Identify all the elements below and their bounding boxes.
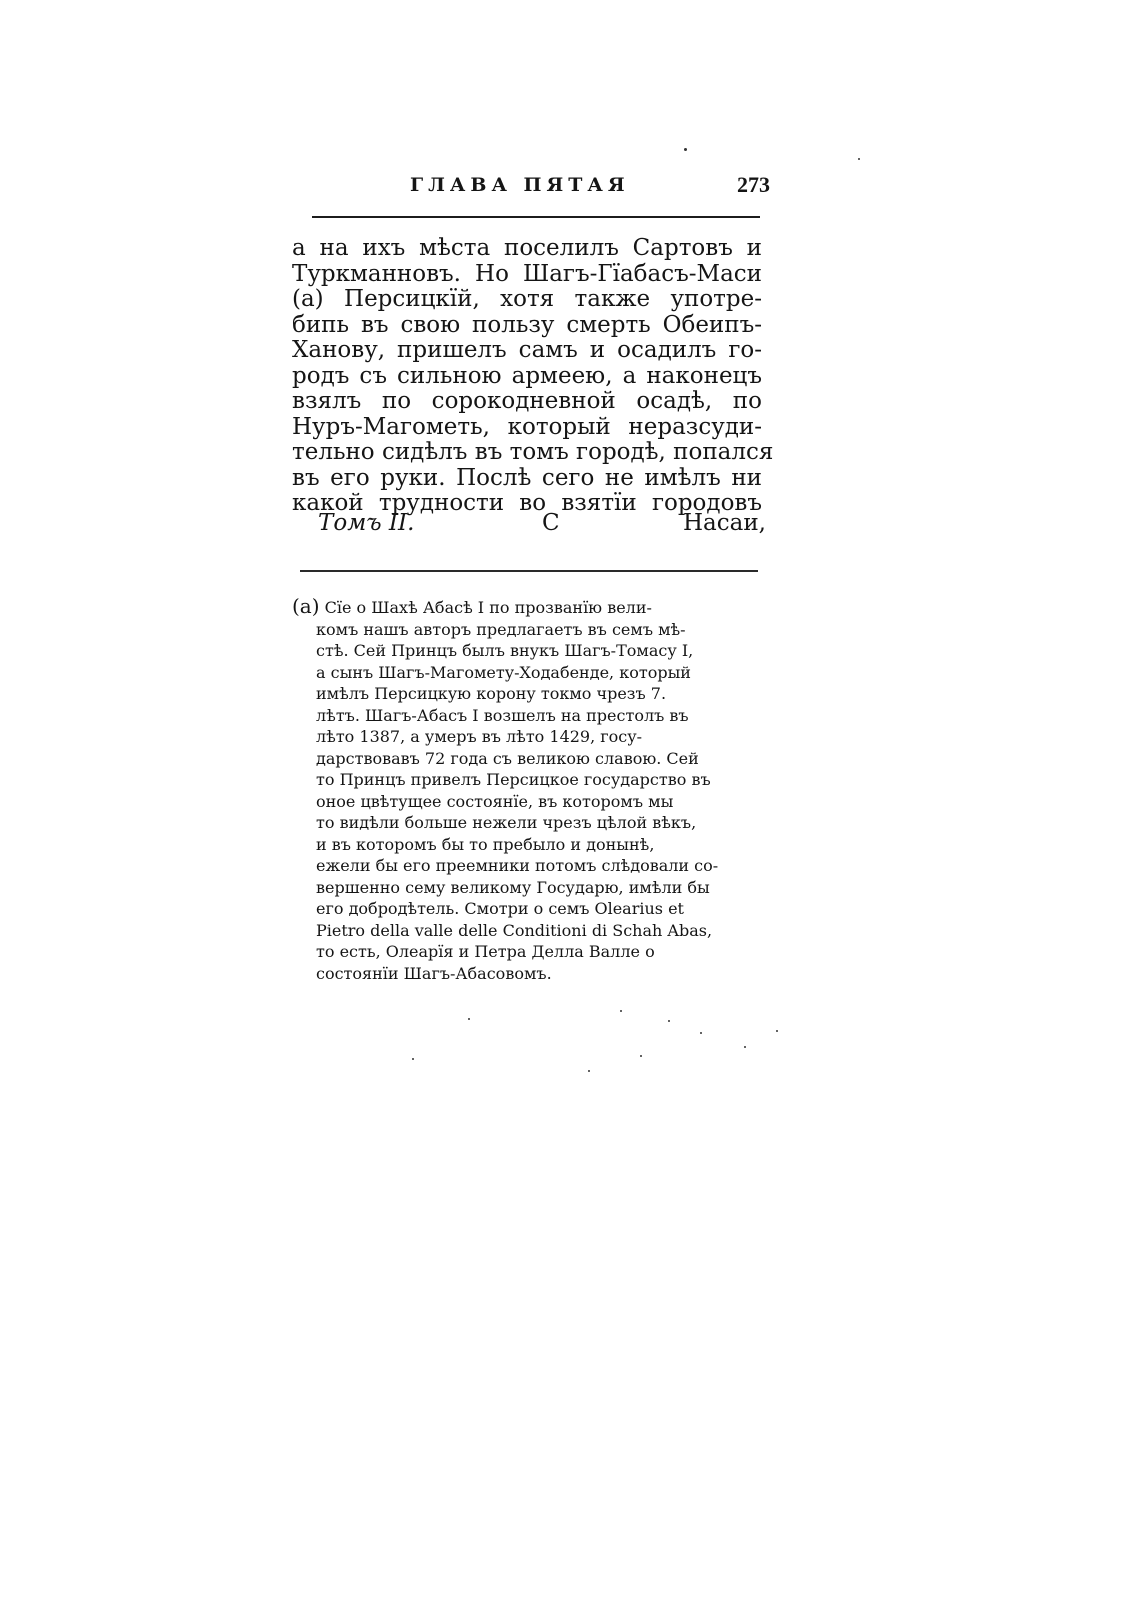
scan-speck bbox=[620, 1010, 622, 1012]
chapter-title: ГЛАВА ПЯТАЯ bbox=[410, 174, 630, 196]
scan-speck bbox=[468, 1018, 470, 1020]
footnote-line: ежели бы его преемники потомъ слѣдовали со- bbox=[316, 856, 719, 875]
text-line: въ его руки. Послѣ сего не имѣлъ ни bbox=[292, 464, 762, 491]
footnote-line: комъ нашъ авторъ предлагаетъ въ семъ мѣ- bbox=[316, 619, 686, 639]
footnote-line bbox=[292, 596, 772, 619]
footnote-line: имѣлъ Персицкую корону токмо чрезъ 7. bbox=[316, 684, 667, 703]
footnote-line: его добродѣтель. Смотри о семъ Olearius et bbox=[316, 899, 684, 918]
scan-speck bbox=[858, 158, 860, 160]
scan-speck bbox=[412, 1058, 414, 1060]
scan-speck bbox=[744, 1046, 746, 1048]
footnote-line: вершенно сему великому Государю, имѣли бы bbox=[316, 877, 710, 897]
scan-speck bbox=[700, 1032, 702, 1034]
scan-speck bbox=[668, 1020, 670, 1022]
footnote-line: и въ которомъ бы то пребыло и донынѣ, bbox=[316, 834, 655, 854]
text-line: а на ихъ мѣста поселилъ Сартовъ и bbox=[292, 235, 762, 261]
footnote bbox=[292, 596, 772, 984]
catchword: Насаи, bbox=[682, 510, 766, 536]
page-number: 273 bbox=[737, 172, 770, 197]
text-line: бипь въ свою пользу смерть Обеипъ- bbox=[292, 311, 762, 338]
footnote-line: Pietro della valle delle Conditioni di Schah Abas, bbox=[316, 920, 713, 940]
footnote-rule bbox=[300, 570, 758, 572]
header-rule bbox=[312, 216, 760, 218]
text-line: Туркманновъ. Но Шагъ-Гїабасъ-Маси bbox=[292, 260, 762, 287]
signature-mark: С bbox=[542, 510, 560, 536]
text-line: тельно сидѣлъ въ томъ городѣ, попался bbox=[292, 439, 774, 465]
volume-label: Томъ II. bbox=[318, 510, 415, 536]
footnote-line: то Принцъ привелъ Персицкое государство въ bbox=[316, 770, 711, 789]
footnote-line: лѣтъ. Шагъ-Абасъ I возшелъ на престолъ въ bbox=[316, 705, 689, 725]
footnote-line: состоянїи Шагъ-Абасовомъ. bbox=[316, 963, 552, 983]
footnote-line: дарствовавъ 72 года съ великою славою. Сей bbox=[316, 748, 699, 768]
main-text bbox=[292, 235, 774, 517]
scan-speck bbox=[588, 1070, 590, 1072]
running-header bbox=[310, 170, 770, 210]
footnote-line: лѣто 1387, а умеръ въ лѣто 1429, госу- bbox=[316, 727, 643, 746]
footnote-line: то есть, Олеарїя и Петра Делла Валле о bbox=[316, 942, 655, 961]
text-line: Нуръ-Магометь, который неразсуди- bbox=[292, 413, 762, 440]
scan-speck bbox=[776, 1030, 778, 1032]
footnote-line: оное цвѣтущее состоянїе, въ которомъ мы bbox=[316, 791, 674, 811]
footnote-text: Сїе о Шахѣ Абасѣ I по прозванїю вели- bbox=[324, 598, 652, 617]
text-line: Ханову, пришелъ самъ и осадилъ го- bbox=[292, 337, 762, 363]
footnote-line: а сынъ Шагъ-Магомету-Ходабенде, который bbox=[316, 662, 691, 682]
footnote-marker: (а) bbox=[292, 594, 320, 618]
text-line: (а) Персицкїй, хотя также употре- bbox=[292, 286, 762, 312]
footnote-line: стѣ. Сей Принцъ былъ внукъ Шагъ-Томасу I, bbox=[316, 641, 694, 660]
text-line: взялъ по сорокодневной осадѣ, по bbox=[292, 388, 762, 414]
footnote-line: то видѣли больше нежели чрезъ цѣлой вѣкъ, bbox=[316, 813, 697, 832]
text-line: родъ съ сильною армеею, а наконецъ bbox=[292, 362, 762, 389]
scan-speck bbox=[684, 148, 687, 151]
scan-speck bbox=[640, 1055, 642, 1057]
signature-line bbox=[318, 510, 766, 540]
text-line: какой трудности во взятїи городовъ bbox=[292, 490, 762, 516]
